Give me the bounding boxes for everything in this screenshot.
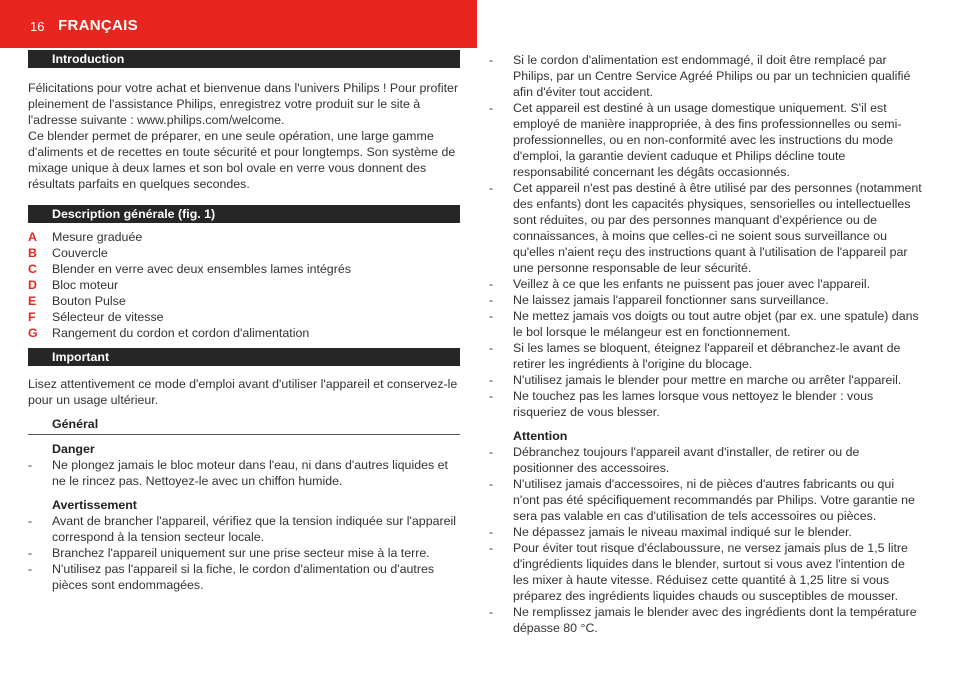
header-band [0,0,477,48]
list-item: - Cet appareil est destiné à un usage domestique uniquement. S'il est employé de manière inappropriée, à des fins professionnelles ou semi-professionnelles, ou en non-conformité avec les instructions du mode d'emploi, la garantie devient caduque et Philips décline toute responsabilité concernant les dégâts occasionnés. [489,101,902,179]
page-number: 16 [30,19,45,34]
parts-list [28,229,460,341]
list-item: - Avant de brancher l'appareil, vérifiez que la tension indiquée sur l'appareil correspond à la tension secteur locale. [28,514,457,544]
warning-heading: Avertissement [52,498,137,512]
list-item: E Bouton Pulse [28,294,126,308]
section-heading-description: Description générale (fig. 1) [28,205,460,223]
list-item: - Ne mettez jamais vos doigts ou tout autre objet (par ex. une spatule) dans le bol lorsque le mélangeur est en fonctionnement. [489,309,919,339]
list-item: - Si le cordon d'alimentation est endommagé, il doit être remplacé par Philips, par un Centre Service Agréé Philips ou par un technicien qualifié afin d'éviter tout accident. [489,53,911,99]
intro-paragraph-1: Félicitations pour votre achat et bienvenue dans l'univers Philips ! Pour profiter pleinement de l'assistance Philips, enregistrez votre produit sur le site à l'adresse suivante : www.philips.com/welcome. [28,81,459,127]
general-heading: Général [28,416,460,435]
language-title: FRANÇAIS [58,17,138,34]
list-item: B Couvercle [28,246,108,260]
list-item: C Blender en verre avec deux ensembles lames intégrés [28,262,351,276]
list-item: - Si les lames se bloquent, éteignez l'appareil et débranchez-le avant de retirer les ingrédients à l'origine du blocage. [489,341,901,371]
section-heading-introduction: Introduction [28,50,460,68]
danger-heading: Danger [52,442,95,456]
list-item: - Débranchez toujours l'appareil avant d'installer, de retirer ou de positionner des accessoires. [489,445,860,475]
list-item: D Bloc moteur [28,278,119,292]
list-item: - N'utilisez jamais le blender pour mettre en marche ou arrêter l'appareil. [489,373,902,387]
list-item: - Pour éviter tout risque d'éclaboussure, ne versez jamais plus de 1,5 litre d'ingrédients liquides dans le blender, surtout si vous avez l'intention de les mixer à haute vitesse. Réduisez cette quantité à 1,25 litre si vous préparez des ingrédients liquides chauds ou susceptibles de mousser. [489,541,908,603]
attention-heading: Attention [513,429,568,443]
important-intro: Lisez attentivement ce mode d'emploi avant d'utiliser l'appareil et conservez-le pour un usage ultérieur. [28,377,458,407]
list-item: F Sélecteur de vitesse [28,310,164,324]
list-item: - Ne dépassez jamais le niveau maximal indiqué sur le blender. [489,525,852,539]
list-item: - Cet appareil n'est pas destiné à être utilisé par des personnes (notamment des enfants) dont les capacités physiques, sensorielles ou intellectuelles sont réduites, ou par des personnes manquant d'expérience ou de connaissances, à moins que celles-ci ne soient sous surveillance ou qu'elles n'aient reçu des instructions quant à l'utilisation de l'appareil par une personne responsable de leur sécurité. [489,181,922,275]
list-item: - Branchez l'appareil uniquement sur une prise secteur mise à la terre. [28,546,430,560]
intro-paragraph-2: Ce blender permet de préparer, en une seule opération, une large gamme d'aliments et de recettes en toute sécurité et pour longtemps. Son système de mixage unique à deux lames et son bol ovale en verre vous donnent des résultats parfaits en quelques secondes. [28,129,456,191]
list-item: - N'utilisez jamais d'accessoires, ni de pièces d'autres fabricants ou qui n'ont pas été spécifiquement recommandés par Philips. Votre garantie ne sera pas valable en cas d'utilisation de tels accessoires ou pièces. [489,477,915,523]
list-item: - Ne plongez jamais le bloc moteur dans l'eau, ni dans d'autres liquides et ne le rincez pas. Nettoyez-le avec un chiffon humide. [28,458,448,488]
list-item: - Veillez à ce que les enfants ne puissent pas jouer avec l'appareil. [489,277,871,291]
list-item: - Ne remplissez jamais le blender avec des ingrédients dont la température dépasse 80 °C. [489,605,917,635]
list-item: - Ne laissez jamais l'appareil fonctionner sans surveillance. [489,293,829,307]
left-column [28,50,460,593]
section-heading-important: Important [28,348,460,366]
list-item: - Ne touchez pas les lames lorsque vous nettoyez le blender : vous risqueriez de vous blesser. [489,389,874,419]
right-column [489,52,922,636]
list-item: - N'utilisez pas l'appareil si la fiche, le cordon d'alimentation ou d'autres pièces sont endommagées. [28,562,435,592]
list-item: A Mesure graduée [28,230,143,244]
list-item: G Rangement du cordon et cordon d'alimentation [28,326,310,340]
